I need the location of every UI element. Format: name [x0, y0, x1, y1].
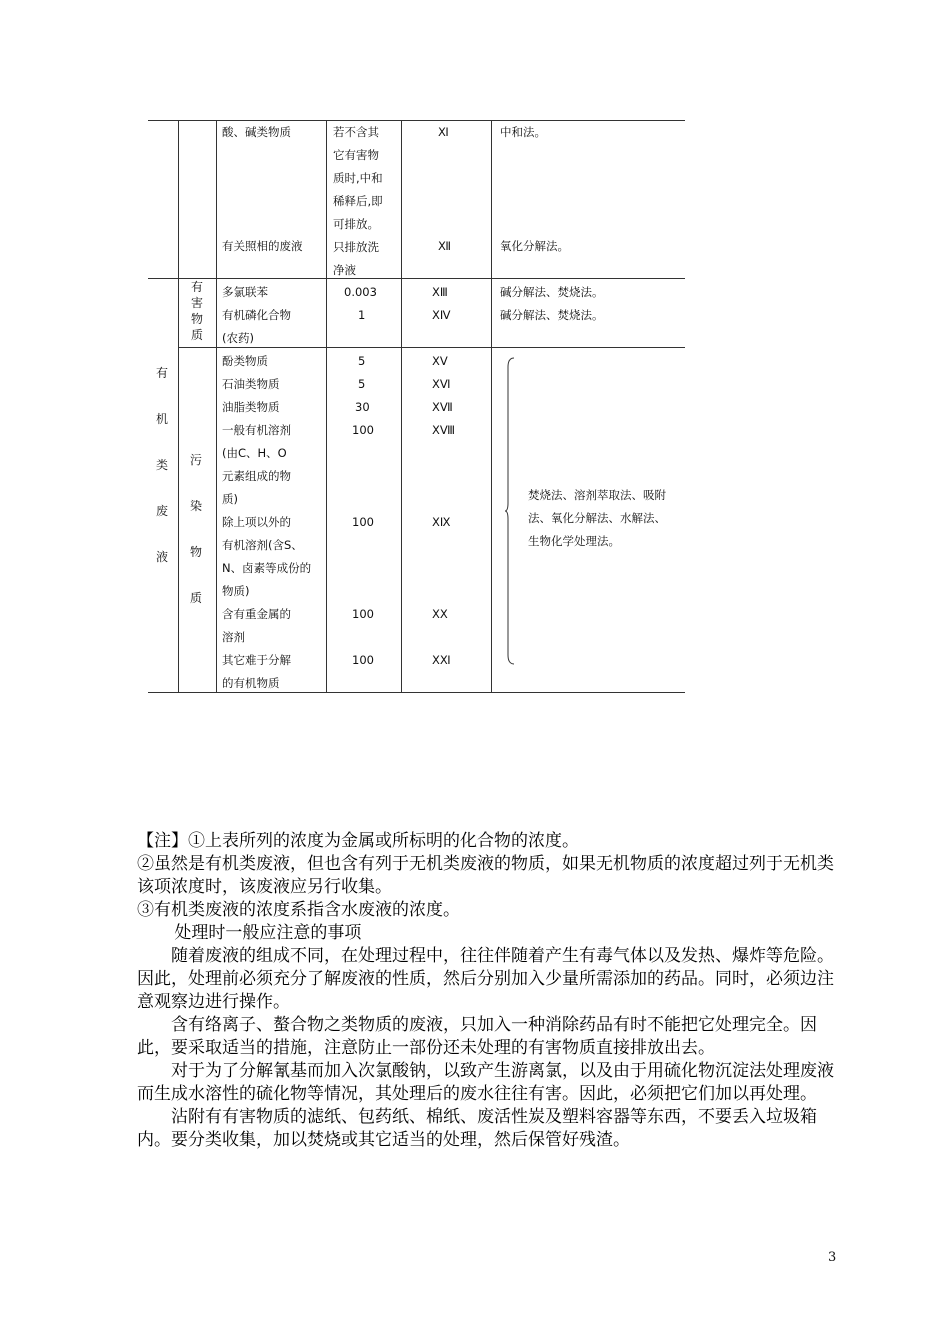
table-cell-code: ⅩⅢ [432, 285, 448, 299]
name-line: 酚类物质 [222, 354, 268, 368]
table-cell-code: ⅩⅤ [432, 354, 448, 368]
paragraph: 对于为了分解氰基而加入次氯酸钠，以致产生游离氯，以及由于用硫化物沉淀法处理废液而生成水溶性的硫化物等情况，其处理后的废水往往有害。因此，必须把它们加以再处理。 [137, 1061, 834, 1104]
table-cell-conc: 1 [358, 308, 366, 322]
paragraph: 沾附有有害物质的滤纸、包药纸、棉纸、废活性炭及塑料容器等东西，不要丢入垃圾箱内。要分类收集，加以焚烧或其它适当的处理，然后保管好残渣。 [137, 1107, 817, 1150]
name-line: 油脂类物质 [222, 400, 280, 414]
table-cell-code: Ⅺ [438, 125, 449, 139]
subcategory-char: 染 [189, 499, 202, 513]
table-cell-code: ⅩⅣ [432, 308, 451, 322]
subcategory-label [187, 279, 207, 343]
table-cell-code: ⅩⅥ [432, 377, 451, 391]
name-line: 有机磷化合物 [222, 308, 291, 322]
name-line: 一般有机溶剂 [222, 423, 291, 437]
method-line: 生物化学处理法。 [528, 534, 620, 548]
table-cell-conc: 5 [358, 354, 366, 368]
conc-line: 可排放。 [333, 217, 379, 231]
table-cell-method [528, 484, 666, 553]
name-line: 元素组成的物 [222, 469, 291, 483]
category-char: 有 [155, 366, 168, 380]
category-char: 废 [155, 504, 168, 518]
conc-line: 若不含其 [333, 125, 379, 139]
method-line: 法、氧化分解法、水解法、 [528, 511, 666, 525]
method-line: 焚烧法、溶剂萃取法、吸附 [528, 488, 666, 502]
subcategory-char: 质 [189, 591, 202, 605]
table-cell-code: ⅩⅩ [432, 607, 448, 621]
table-cell-name: 有关照相的废液 [222, 239, 303, 253]
page-number: 3 [828, 1250, 837, 1265]
subcategory-char: 物 [189, 545, 202, 559]
conc-line: 只排放洗 [333, 240, 379, 254]
category-label [152, 350, 172, 580]
table-cell-code: ⅩⅨ [432, 515, 451, 529]
category-char: 液 [155, 550, 168, 564]
subcategory-char: 质 [190, 328, 203, 342]
conc-line: 质时,中和 [333, 171, 383, 185]
table-cell-conc: 100 [352, 423, 374, 437]
name-line: (农药) [222, 331, 254, 345]
note-3: ③有机类废液的浓度系指含水废液的浓度。 [137, 900, 460, 920]
table-cell-code: ⅩⅪ [432, 653, 451, 667]
table-cell-conc: 30 [355, 400, 370, 414]
subcategory-label [186, 437, 206, 621]
table-cell-name [222, 350, 311, 695]
conc-line: 它有害物 [333, 148, 379, 162]
name-line: 其它难于分解 [222, 653, 291, 667]
table-cell-method: 碱分解法、焚烧法。 [500, 285, 604, 299]
subcategory-char: 害 [190, 296, 203, 310]
conc-line: 净液 [333, 263, 356, 277]
table-cell-code: ⅩⅦ [432, 400, 453, 414]
table-cell-code: ⅩⅧ [432, 423, 456, 437]
category-char: 机 [155, 412, 168, 426]
table-cell-conc: 5 [358, 377, 366, 391]
table-cell-method: 碱分解法、焚烧法。 [500, 308, 604, 322]
table-cell-conc: 100 [352, 607, 374, 621]
conc-line: 稀释后,即 [333, 194, 383, 208]
paragraph: 含有络离子、螯合物之类物质的废液，只加入一种消除药品有时不能把它处理完全。因此，要采取适当的措施，注意防止一部份还未处理的有害物质直接排放出去。 [137, 1015, 817, 1058]
category-char: 类 [155, 458, 168, 472]
subcategory-char: 物 [190, 312, 203, 326]
column-divider [178, 120, 179, 692]
name-line: 的有机物质 [222, 676, 280, 690]
section-heading: 处理时一般应注意的事项 [174, 923, 362, 943]
table-cell-conc [333, 121, 383, 282]
name-line: 有机溶剂(含S、 [222, 538, 303, 552]
name-line: 质) [222, 492, 238, 506]
name-line: 溶剂 [222, 630, 245, 644]
note-1: 【注】①上表所列的浓度为金属或所标明的化合物的浓度。 [137, 831, 579, 851]
name-line: 含有重金属的 [222, 607, 291, 621]
name-line: N、卤素等成份的 [222, 561, 312, 575]
name-line: (由C、H、O [222, 446, 287, 460]
column-divider [326, 120, 327, 692]
name-line: 物质) [222, 584, 250, 598]
note-2: ②虽然是有机类废液，但也含有列于无机类废液的物质，如果无机物质的浓度超过列于无机类该项浓度时，该废液应另行收集。 [137, 854, 834, 897]
paragraph: 随着废液的组成不同，在处理过程中，往往伴随着产生有毒气体以及发热、爆炸等危险。因此，处理前必须充分了解废液的性质，然后分别加入少量所需添加的药品。同时，必须边注意观察边进行操作。 [137, 946, 834, 1012]
column-divider [401, 120, 402, 692]
name-line: 除上项以外的 [222, 515, 291, 529]
table-cell-code: Ⅻ [438, 239, 452, 253]
subcategory-char: 污 [189, 453, 202, 467]
table-cell-name [222, 281, 291, 350]
row-divider [148, 278, 685, 279]
column-divider [216, 120, 217, 692]
brace-icon [504, 357, 516, 665]
name-line: 多氯联苯 [222, 285, 268, 299]
table-cell-method: 氧化分解法。 [500, 239, 569, 253]
column-divider [491, 120, 492, 692]
table-cell-conc: 0.003 [344, 285, 377, 299]
table-cell-name: 酸、碱类物质 [222, 125, 291, 139]
table-cell-conc: 100 [352, 515, 374, 529]
subcategory-char: 有 [190, 280, 203, 294]
table-cell-conc: 100 [352, 653, 374, 667]
name-line: 石油类物质 [222, 377, 280, 391]
notes-section [137, 830, 847, 1152]
table-cell-method: 中和法。 [500, 125, 546, 139]
